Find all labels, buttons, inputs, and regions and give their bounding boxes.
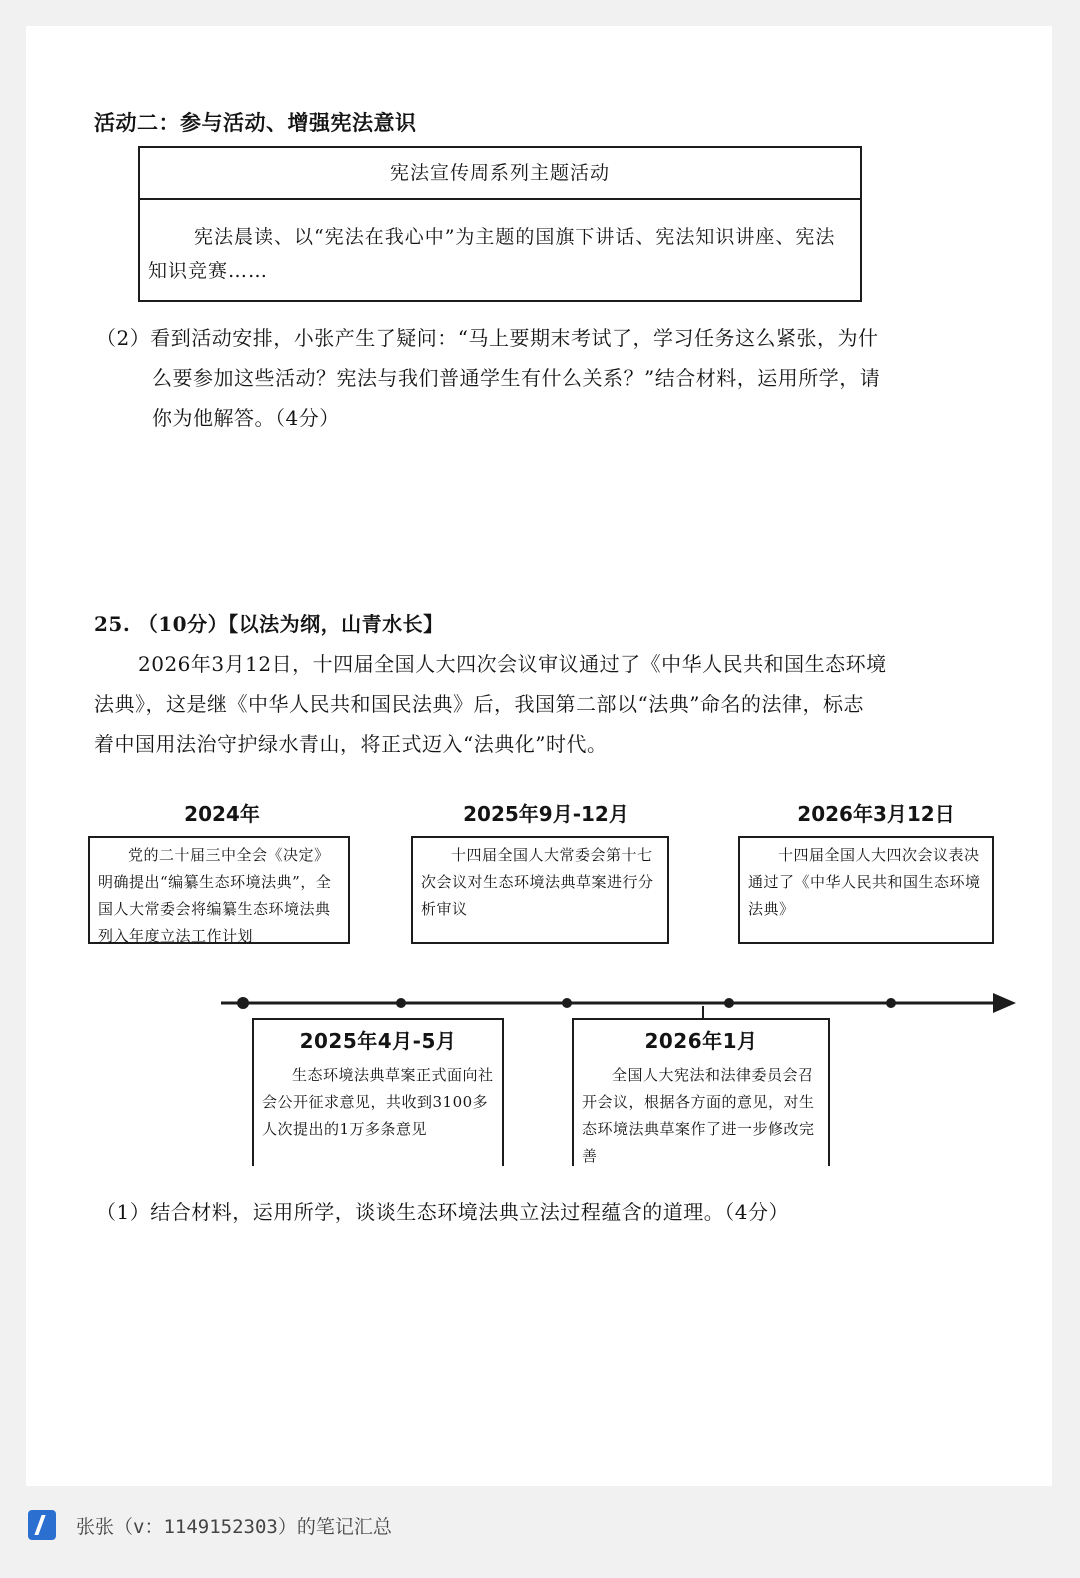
question-25-1: （1）结合材料，运用所学，谈谈生态环境法典立法过程蕴含的道理。（4分） (96, 1200, 789, 1224)
activity-box-heading: 宪法宣传周系列主题活动 (140, 148, 860, 200)
activity-title: 活动二：参与活动、增强宪法意识 (94, 110, 417, 135)
timeline-event-2026-mar: 十四届全国人大四次会议表决通过了《中华人民共和国生态环境法典》 (738, 836, 994, 944)
timeline-event-text: 全国人大宪法和法律委员会召开会议，根据各方面的意见，对生态环境法典草案作了进一步修改完善 (582, 1066, 815, 1165)
material-line: 法典》，这是继《中华人民共和国民法典》后，我国第二部以“法典”命名的法律，标志 (94, 692, 864, 716)
exam-paper (26, 26, 1052, 1486)
timeline-axis (221, 993, 1021, 1013)
axis-node (724, 998, 734, 1008)
material-line: 2026年3月12日，十四届全国人大四次会议审议通过了《中华人民共和国生态环境 (138, 652, 887, 676)
activity-box (138, 146, 862, 302)
question-2-line: （2）看到活动安排，小张产生了疑问：“马上要期末考试了，学习任务这么紧张，为什 (96, 326, 879, 350)
timeline-event-text: 生态环境法典草案正式面向社会公开征求意见，共收到3100多人次提出的1万多条意见 (262, 1066, 494, 1138)
question-2 (96, 318, 880, 438)
axis-node (237, 997, 249, 1009)
question-2-line: 么要参加这些活动？宪法与我们普通学生有什么关系？”结合材料，运用所学，请 (152, 366, 881, 390)
activity-box-text: 宪法晨读、以“宪法在我心中”为主题的国旗下讲话、宪法知识讲座、宪法知识竞赛…… (148, 226, 836, 282)
notes-app-icon (28, 1510, 56, 1540)
timeline-date-2026-mar: 2026年3月12日 (797, 802, 955, 826)
axis-node (886, 998, 896, 1008)
question-25-heading: 25. （10分）【以法为纲，山青水长】 (94, 612, 444, 636)
timeline-date-2025-apr-may: 2025年4月-5月 (299, 1029, 457, 1053)
timeline-event-2025-sep-dec: 十四届全国人大常委会第十七次会议对生态环境法典草案进行分析审议 (411, 836, 669, 944)
footer (28, 1505, 392, 1545)
timeline-event-2026-jan (572, 1018, 830, 1166)
timeline-date-2026-jan: 2026年1月 (644, 1029, 758, 1053)
timeline-event-2024: 党的二十届三中全会《决定》明确提出“编纂生态环境法典”，全国人大常委会将编纂生态环境法典列入年度立法工作计划 (88, 836, 350, 944)
timeline-date-2025-sep-dec: 2025年9月-12月 (463, 802, 629, 826)
timeline-event-2025-apr-may (252, 1018, 504, 1166)
axis-node (562, 998, 572, 1008)
question-2-line: 你为他解答。（4分） (152, 406, 340, 430)
axis-connector (702, 1006, 704, 1018)
material-line: 着中国用法治守护绿水青山，将正式迈入“法典化”时代。 (94, 732, 608, 756)
timeline-date-2024: 2024年 (184, 802, 260, 826)
axis-arrow-icon (993, 993, 1016, 1013)
question-25-material (94, 644, 887, 764)
axis-node (396, 998, 406, 1008)
footer-text: 张张（v：1149152303）的笔记汇总 (76, 1515, 392, 1538)
